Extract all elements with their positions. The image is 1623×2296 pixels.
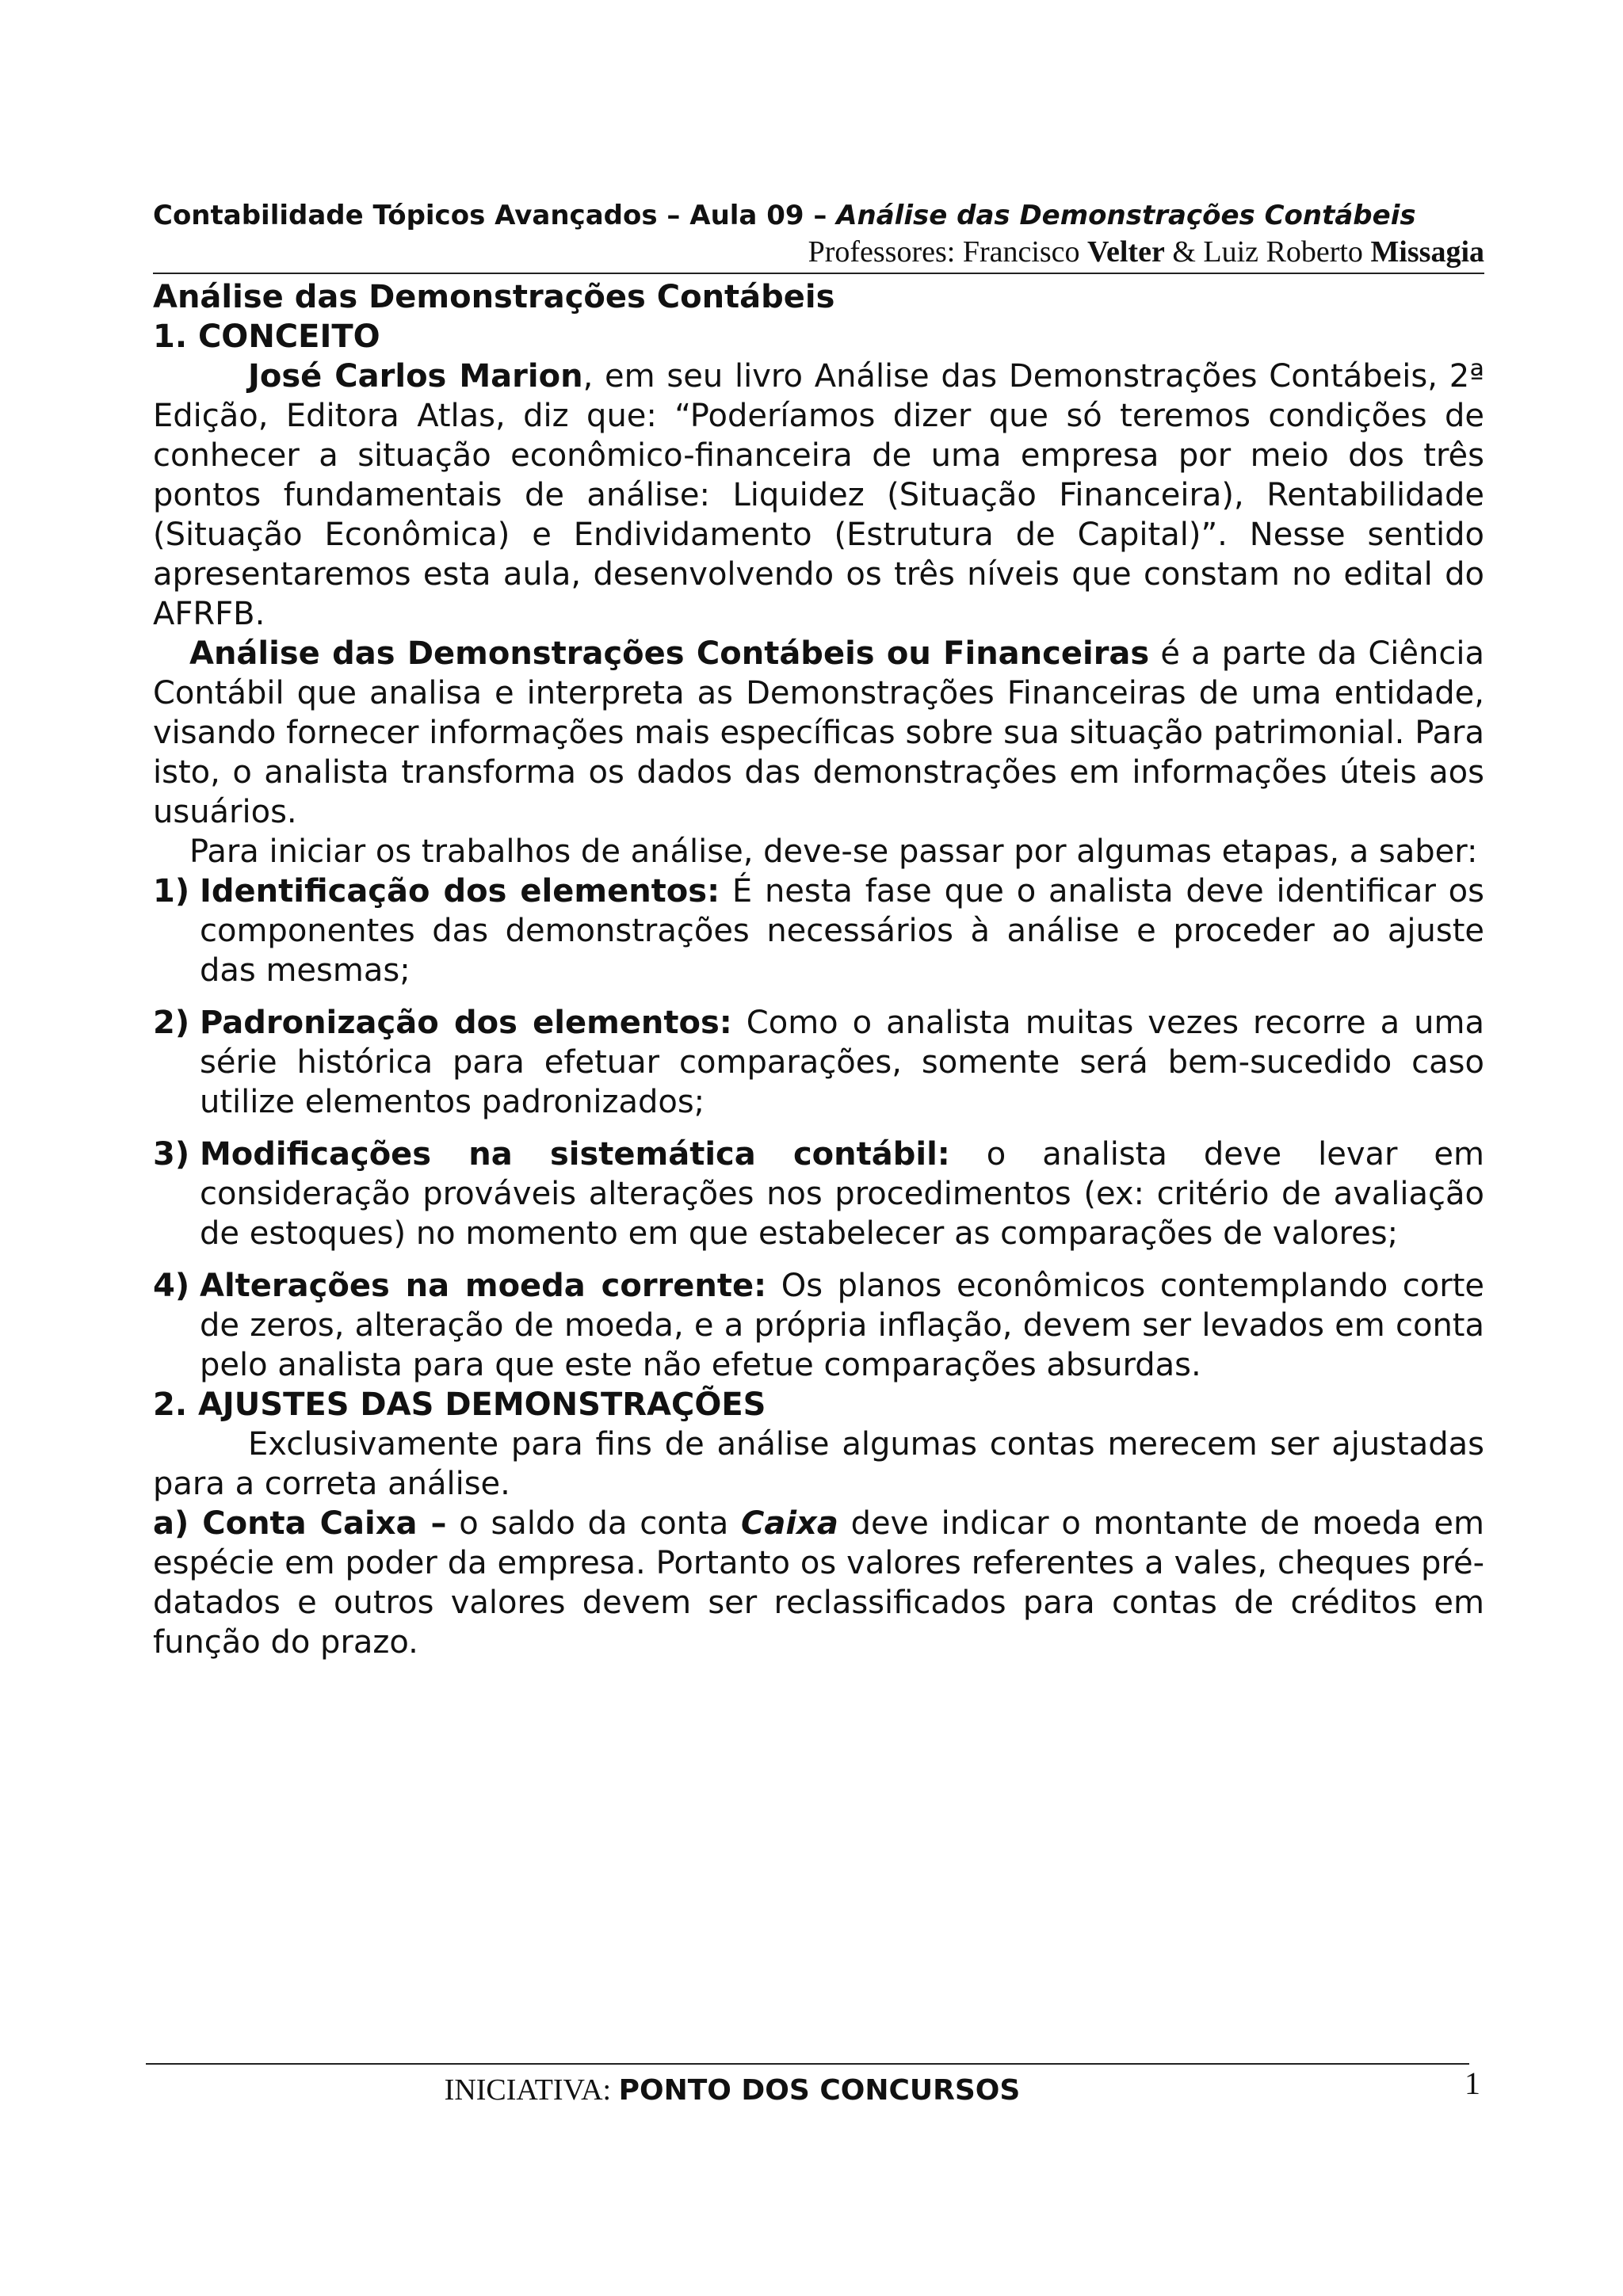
footer-divider	[146, 2063, 1469, 2065]
step-body	[200, 1003, 1484, 1122]
header-topic: Análise das Demonstrações Contábeis	[836, 200, 1416, 231]
step-text: Como o analista muitas vezes recorre a uma série histórica para efetuar comparações, somente será bem-sucedido caso utilize elementos padronizados;	[200, 1005, 1485, 1120]
page-number: 1	[1465, 2065, 1480, 2101]
header-divider	[153, 273, 1484, 274]
paragraph-marion-text: , em seu livro Análise das Demonstrações Contábeis, 2ª Edição, Editora Atlas, diz que: “Poderíamos dizer que só teremos condições de conhecer a situação econômico-financeira de uma empresa por meio dos três pontos fundamentais de análise: Liquidez (Situação Financeira), Rentabilidade (Situação Econômica) e Endividamento (Estrutura de Capital)”. Nesse sentido apresentaremos esta aula, desenvolvendo os três níveis que constam no edital do AFRFB.	[153, 358, 1484, 632]
step-text: Os planos econômicos contemplando corte de zeros, alteração de moeda, e a própria inflação, devem ser levados em conta pelo analista para que este não efetue comparações absurdas.	[200, 1268, 1484, 1383]
footer-label: INICIATIVA:	[444, 2073, 619, 2107]
item-a-text-part1: o saldo da conta	[446, 1505, 741, 1542]
header-professor2-surname: Missagia	[1370, 235, 1484, 269]
item-a-account-name: Caixa	[741, 1505, 838, 1542]
step-body	[200, 871, 1484, 990]
step-text: É nesta fase que o analista deve identificar os componentes das demonstrações necessários à análise e proceder ao ajuste das mesmas;	[200, 873, 1484, 989]
footer-brand: PONTO DOS CONCURSOS	[618, 2074, 1021, 2107]
step-number: 4)	[153, 1268, 190, 1304]
step-text: o analista deve levar em consideração prováveis alterações nos procedimentos (ex: critério de avaliação de estoques) no momento em que estabelecer as comparações de valores;	[200, 1136, 1484, 1252]
step-title: Alterações na moeda corrente:	[200, 1268, 767, 1304]
section-heading-conceito: 1. CONCEITO	[153, 318, 380, 355]
section-heading-ajustes: 2. AJUSTES DAS DEMONSTRAÇÕES	[153, 1386, 766, 1423]
header-course-line	[153, 198, 1484, 233]
paragraph-definition-text: é a parte da Ciência Contábil que analisa e interpreta as Demonstrações Financeiras de uma entidade, visando fornecer informações mais específicas sobre sua situação patrimonial. Para isto, o analista transforma os dados das demonstrações em informações úteis aos usuários.	[153, 635, 1485, 830]
footer-text	[146, 2073, 1319, 2107]
step-number: 1)	[153, 873, 190, 910]
paragraph-ajustes: Exclusivamente para fins de análise algumas contas merecem ser ajustadas para a correta análise.	[153, 1426, 1484, 1502]
step-body	[200, 1266, 1484, 1385]
paragraph-marion	[153, 357, 1484, 634]
list-item	[153, 1135, 1484, 1253]
header-professor1-surname: Velter	[1087, 235, 1165, 269]
step-title: Padronização dos elementos:	[200, 1005, 732, 1041]
step-number: 3)	[153, 1136, 190, 1173]
list-item	[153, 1003, 1484, 1122]
paragraph-definition	[153, 634, 1484, 832]
document-title: Análise das Demonstrações Contábeis	[153, 279, 835, 315]
list-item	[153, 871, 1484, 990]
header-course: Contabilidade Tópicos Avançados – Aula 09 –	[153, 200, 837, 231]
header-and: & Luiz Roberto	[1164, 235, 1371, 269]
author-name: José Carlos Marion	[248, 358, 583, 395]
header-professors-label: Professores: Francisco	[808, 235, 1088, 269]
step-title: Identificação dos elementos:	[200, 873, 720, 910]
step-number: 2)	[153, 1005, 190, 1041]
step-title: Modificações na sistemática contábil:	[200, 1136, 950, 1173]
steps-list	[153, 871, 1484, 1385]
page-footer	[146, 2063, 1469, 2107]
definition-term: Análise das Demonstrações Contábeis ou Financeiras	[189, 635, 1150, 672]
list-item	[153, 1266, 1484, 1385]
page-content	[153, 277, 1484, 1662]
page-header	[153, 198, 1484, 274]
paragraph-conta-caixa	[153, 1504, 1484, 1662]
paragraph-steps-intro: Para iniciar os trabalhos de análise, deve-se passar por algumas etapas, a saber:	[189, 833, 1478, 870]
header-professors-line	[153, 233, 1484, 271]
item-a-label: a) Conta Caixa –	[153, 1505, 447, 1542]
item-a-text-part2: deve indicar o montante de moeda em espécie em poder da empresa. Portanto os valores referentes a vales, cheques pré-datados e outros valores devem ser reclassificados para contas de créditos em função do prazo.	[153, 1505, 1485, 1661]
step-body	[200, 1135, 1484, 1253]
